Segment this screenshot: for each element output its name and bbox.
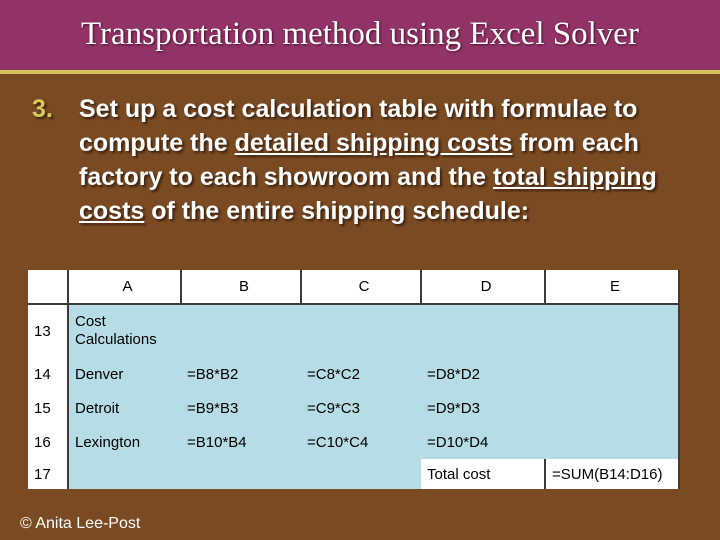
column-header-b[interactable]: B: [181, 270, 301, 304]
cell-d14[interactable]: =D8*D2: [421, 357, 545, 391]
cell-d16[interactable]: =D10*D4: [421, 425, 545, 459]
bullet-text-part-1: Set up a cost calculation table with formulae to compute the: [79, 95, 638, 157]
cell-a16[interactable]: Lexington: [68, 425, 181, 459]
cell-e17[interactable]: =SUM(B14:D16): [545, 459, 679, 489]
cell-e14[interactable]: [545, 357, 679, 391]
column-header-row: [28, 270, 679, 304]
row-number[interactable]: 14: [28, 357, 68, 391]
bullet-text: [79, 92, 692, 228]
cell-c17[interactable]: [301, 459, 421, 489]
cell-e16[interactable]: [545, 425, 679, 459]
title-bar: [0, 0, 720, 74]
cell-b17[interactable]: [181, 459, 301, 489]
bullet-text-part-3: of the entire shipping schedule:: [144, 197, 530, 225]
row-number[interactable]: 17: [28, 459, 68, 489]
cell-b14[interactable]: =B8*B2: [181, 357, 301, 391]
bullet-text-part-2: from each factory to each showroom and the: [79, 129, 639, 191]
table-row: [28, 459, 679, 489]
table-row: [28, 391, 679, 425]
table-row: [28, 357, 679, 391]
row-number[interactable]: 16: [28, 425, 68, 459]
bullet-number: 3.: [32, 95, 53, 123]
slide-title: Transportation method using Excel Solver: [81, 16, 639, 52]
total-shipping-costs-link[interactable]: total shipping costs: [79, 163, 657, 225]
cell-e13[interactable]: [545, 304, 679, 357]
cell-b16[interactable]: =B10*B4: [181, 425, 301, 459]
cell-d17[interactable]: Total cost: [421, 459, 545, 489]
cell-d15[interactable]: =D9*D3: [421, 391, 545, 425]
cell-b15[interactable]: =B9*B3: [181, 391, 301, 425]
row-number[interactable]: 15: [28, 391, 68, 425]
cell-c14[interactable]: =C8*C2: [301, 357, 421, 391]
cell-a15[interactable]: Detroit: [68, 391, 181, 425]
column-header-e[interactable]: E: [545, 270, 679, 304]
column-header-c[interactable]: C: [301, 270, 421, 304]
cell-a14[interactable]: Denver: [68, 357, 181, 391]
table-row: [28, 304, 679, 357]
cell-d13[interactable]: [421, 304, 545, 357]
copyright-footer: © Anita Lee-Post: [20, 515, 141, 532]
bullet-point: [32, 92, 692, 228]
spreadsheet-table: [28, 270, 680, 489]
cell-e15[interactable]: [545, 391, 679, 425]
cell-a13[interactable]: Cost Calculations: [68, 304, 181, 357]
cell-b13[interactable]: [181, 304, 301, 357]
column-header-a[interactable]: A: [68, 270, 181, 304]
cell-c13[interactable]: [301, 304, 421, 357]
row-number[interactable]: 13: [28, 304, 68, 357]
corner-cell[interactable]: [28, 270, 68, 304]
cell-c16[interactable]: =C10*C4: [301, 425, 421, 459]
table-row: [28, 425, 679, 459]
cell-a17[interactable]: [68, 459, 181, 489]
column-header-d[interactable]: D: [421, 270, 545, 304]
cell-c15[interactable]: =C9*C3: [301, 391, 421, 425]
detailed-shipping-costs-link[interactable]: detailed shipping costs: [234, 129, 513, 157]
